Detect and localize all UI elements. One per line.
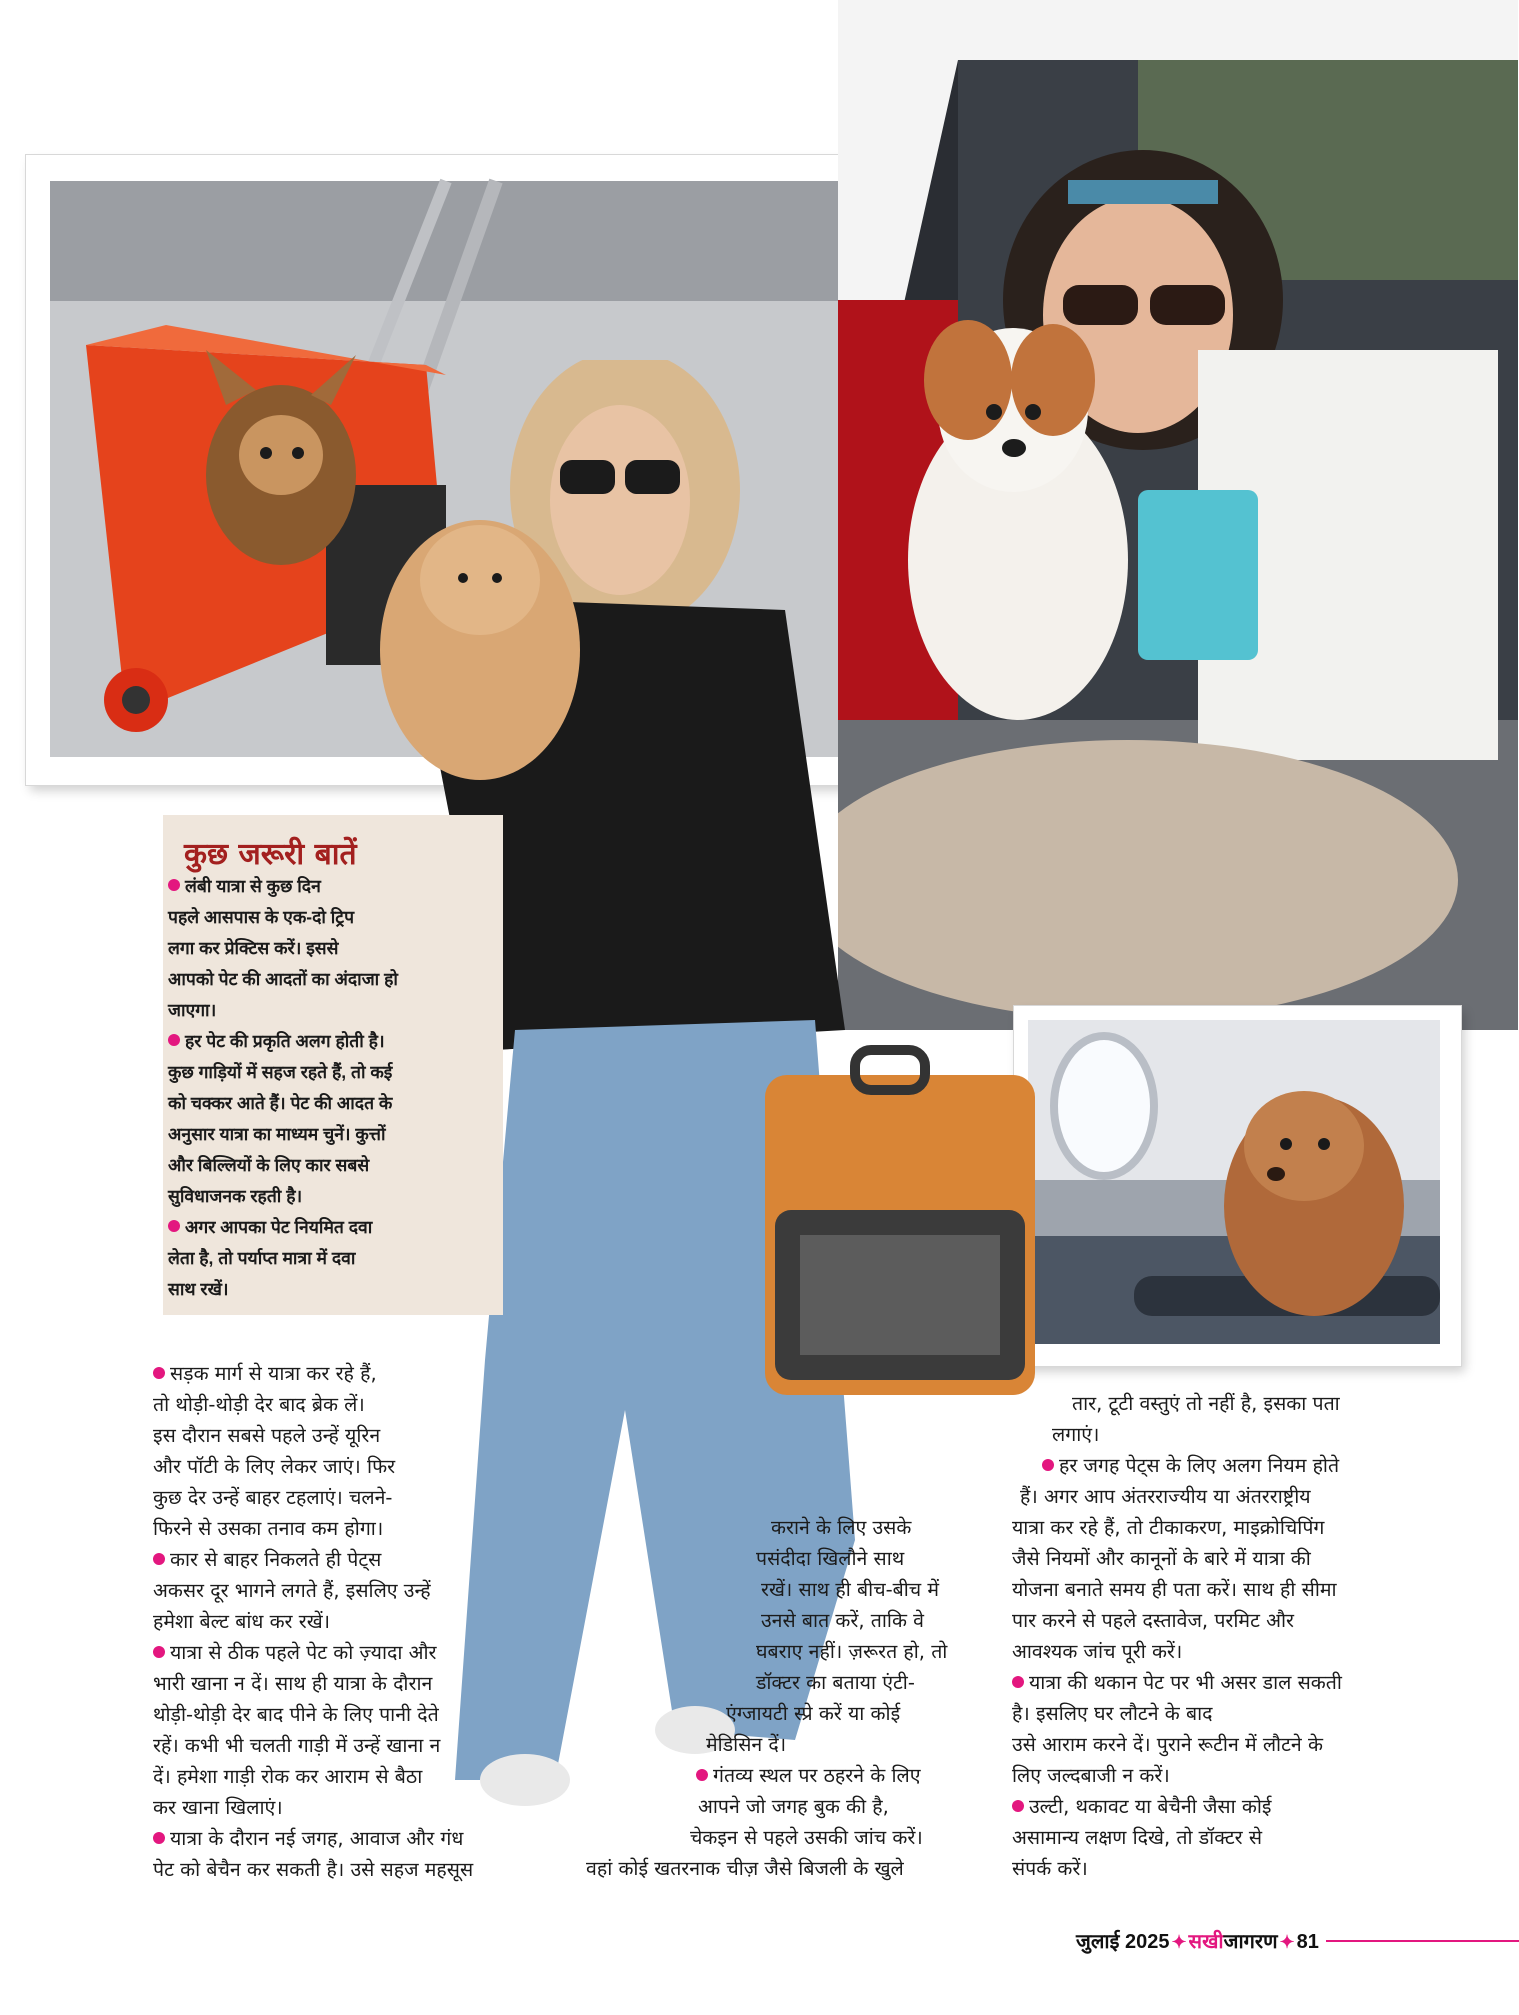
bullet-dot-icon <box>168 1034 180 1046</box>
text-line: आपने जो जगह बुक की है, <box>698 1795 889 1818</box>
bullet-dot-icon <box>153 1553 165 1565</box>
text-line: यात्रा कर रहे हैं, तो टीकाकरण, माइक्रोचिपिंग <box>1012 1516 1325 1539</box>
sidebar-line: कुछ गाड़ियों में सहज रहते हैं, तो कई <box>168 1062 393 1082</box>
text-line: दें। हमेशा गाड़ी रोक कर आराम से बैठा <box>153 1765 423 1788</box>
column-1 <box>153 1358 473 1885</box>
text-line: संपर्क करें। <box>1012 1857 1088 1880</box>
text-line: तार, टूटी वस्तुएं तो नहीं है, इसका पता <box>1072 1392 1340 1415</box>
text-line: अकसर दूर भागने लगते हैं, इसलिए उन्हें <box>153 1579 431 1602</box>
text-line: लिए जल्दबाजी न करें। <box>1012 1764 1170 1787</box>
bullet-dot-icon <box>1012 1800 1024 1812</box>
text-line: रहें। कभी भी चलती गाड़ी में उन्हें खाना न <box>153 1734 441 1757</box>
bullet-dot-icon <box>168 1220 180 1232</box>
footer-brand-prefix: सखी <box>1188 1931 1224 1953</box>
text-line: कर खाना खिलाएं। <box>153 1796 283 1819</box>
sidebar-line: लेता है, तो पर्याप्त मात्रा में दवा <box>168 1248 356 1268</box>
text-line: हर जगह पेट्स के लिए अलग नियम होते <box>1012 1450 1342 1481</box>
text-line: उसे आराम करने दें। पुराने रूटीन में लौटने के <box>1012 1733 1323 1756</box>
sidebar-line: और बिल्लियों के लिए कार सबसे <box>168 1155 370 1175</box>
sidebar-line: आपको पेट की आदतों का अंदाजा हो <box>168 969 398 989</box>
text-line: हैं। अगर आप अंतरराज्यीय या अंतरराष्ट्रीय <box>1020 1485 1311 1508</box>
footer-page-number: 81 <box>1296 1931 1319 1953</box>
bullet-dot-icon <box>168 879 180 891</box>
text-line: पसंदीदा खिलौने साथ <box>756 1547 905 1570</box>
sidebar-line: हर पेट की प्रकृति अलग होती है। <box>168 1026 468 1057</box>
text-line: यात्रा के दौरान नई जगह, आवाज और गंध <box>153 1823 473 1854</box>
text-line: फिरने से उसका तनाव कम होगा। <box>153 1517 384 1540</box>
text-line: असामान्य लक्षण दिखे, तो डॉक्टर से <box>1012 1826 1263 1849</box>
text-line: यात्रा की थकान पेट पर भी असर डाल सकती <box>1012 1667 1342 1698</box>
bullet-dot-icon <box>696 1769 708 1781</box>
text-line: पेट को बेचैन कर सकती है। उसे सहज महसूस <box>153 1858 474 1881</box>
sidebar-line: लगा कर प्रेक्टिस करें। इससे <box>168 938 339 958</box>
text-line: है। इसलिए घर लौटने के बाद <box>1012 1702 1213 1725</box>
text-line: मेडिसिन दें। <box>706 1733 787 1756</box>
star-separator-icon: ✦ <box>1279 1932 1295 1952</box>
text-line: कुछ देर उन्हें बाहर टहलाएं। चलने- <box>153 1486 393 1509</box>
text-line: चेकइन से पहले उसकी जांच करें। <box>690 1826 923 1849</box>
footer-rule <box>1326 1940 1519 1942</box>
text-line: भारी खाना न दें। साथ ही यात्रा के दौरान <box>153 1672 433 1695</box>
bullet-dot-icon <box>153 1367 165 1379</box>
bullet-dot-icon <box>153 1832 165 1844</box>
text-line: थोड़ी-थोड़ी देर बाद पीने के लिए पानी देते <box>153 1703 439 1726</box>
text-line: पार करने से पहले दस्तावेज, परमिट और <box>1012 1609 1295 1632</box>
text-line: तो थोड़ी-थोड़ी देर बाद ब्रेक लें। <box>153 1393 365 1416</box>
text-line: जैसे नियमों और कानूनों के बारे में यात्रा की <box>1012 1547 1311 1570</box>
text-line: इस दौरान सबसे पहले उन्हें यूरिन <box>153 1424 381 1447</box>
column-3 <box>1012 1388 1342 1884</box>
text-line: कराने के लिए उसके <box>771 1516 912 1539</box>
footer-issue-date: जुलाई 2025 <box>1076 1931 1170 1953</box>
sidebar-title: कुछ जरूरी बातें <box>184 837 357 872</box>
bullet-dot-icon <box>153 1646 165 1658</box>
star-separator-icon: ✦ <box>1171 1932 1187 1952</box>
footer-brand-suffix: जागरण <box>1223 1931 1278 1953</box>
text-line: उनसे बात करें, ताकि वे <box>761 1609 924 1632</box>
text-line: डॉक्टर का बताया एंटी- <box>756 1671 915 1694</box>
sidebar-line: अगर आपका पेट नियमित दवा <box>168 1212 468 1243</box>
text-line: उल्टी, थकावट या बेचैनी जैसा कोई <box>1012 1791 1342 1822</box>
text-line: कार से बाहर निकलते ही पेट्स <box>153 1544 473 1575</box>
sidebar-line: जाएगा। <box>168 1000 217 1020</box>
page-footer <box>1076 1927 1319 1954</box>
text-line: रखें। साथ ही बीच-बीच में <box>761 1578 940 1601</box>
column-2 <box>586 1512 984 1884</box>
text-line: आवश्यक जांच पूरी करें। <box>1012 1640 1183 1663</box>
text-line: गंतव्य स्थल पर ठहरने के लिए <box>586 1760 984 1791</box>
text-line: घबराए नहीं। ज़रूरत हो, तो <box>756 1640 948 1663</box>
text-line: हमेशा बेल्ट बांध कर रखें। <box>153 1610 331 1633</box>
sidebar-line: साथ रखें। <box>168 1279 229 1299</box>
sidebar-line: लंबी यात्रा से कुछ दिन <box>168 871 468 902</box>
text-line: सड़क मार्ग से यात्रा कर रहे हैं, <box>153 1358 473 1389</box>
photo-dog-on-plane <box>1014 1006 1461 1366</box>
bullet-dot-icon <box>1012 1676 1024 1688</box>
text-line: योजना बनाते समय ही पता करें। साथ ही सीमा <box>1012 1578 1337 1601</box>
text-line: यात्रा से ठीक पहले पेट को ज़्यादा और <box>153 1637 473 1668</box>
sidebar-line: सुविधाजनक रहती है। <box>168 1186 303 1206</box>
sidebar-text <box>168 871 468 1305</box>
sidebar-line: को चक्कर आते हैं। पेट की आदत के <box>168 1093 393 1113</box>
text-line: वहां कोई खतरनाक चीज़ जैसे बिजली के खुले <box>586 1857 904 1880</box>
sidebar-line: पहले आसपास के एक-दो ट्रिप <box>168 907 355 927</box>
bullet-dot-icon <box>1042 1459 1054 1471</box>
text-line: और पॉटी के लिए लेकर जाएं। फिर <box>153 1455 396 1478</box>
sidebar-line: अनुसार यात्रा का माध्यम चुनें। कुत्तों <box>168 1124 386 1144</box>
text-line: एंग्जायटी स्प्रे करें या कोई <box>726 1702 901 1725</box>
text-line: लगाएं। <box>1052 1423 1100 1446</box>
